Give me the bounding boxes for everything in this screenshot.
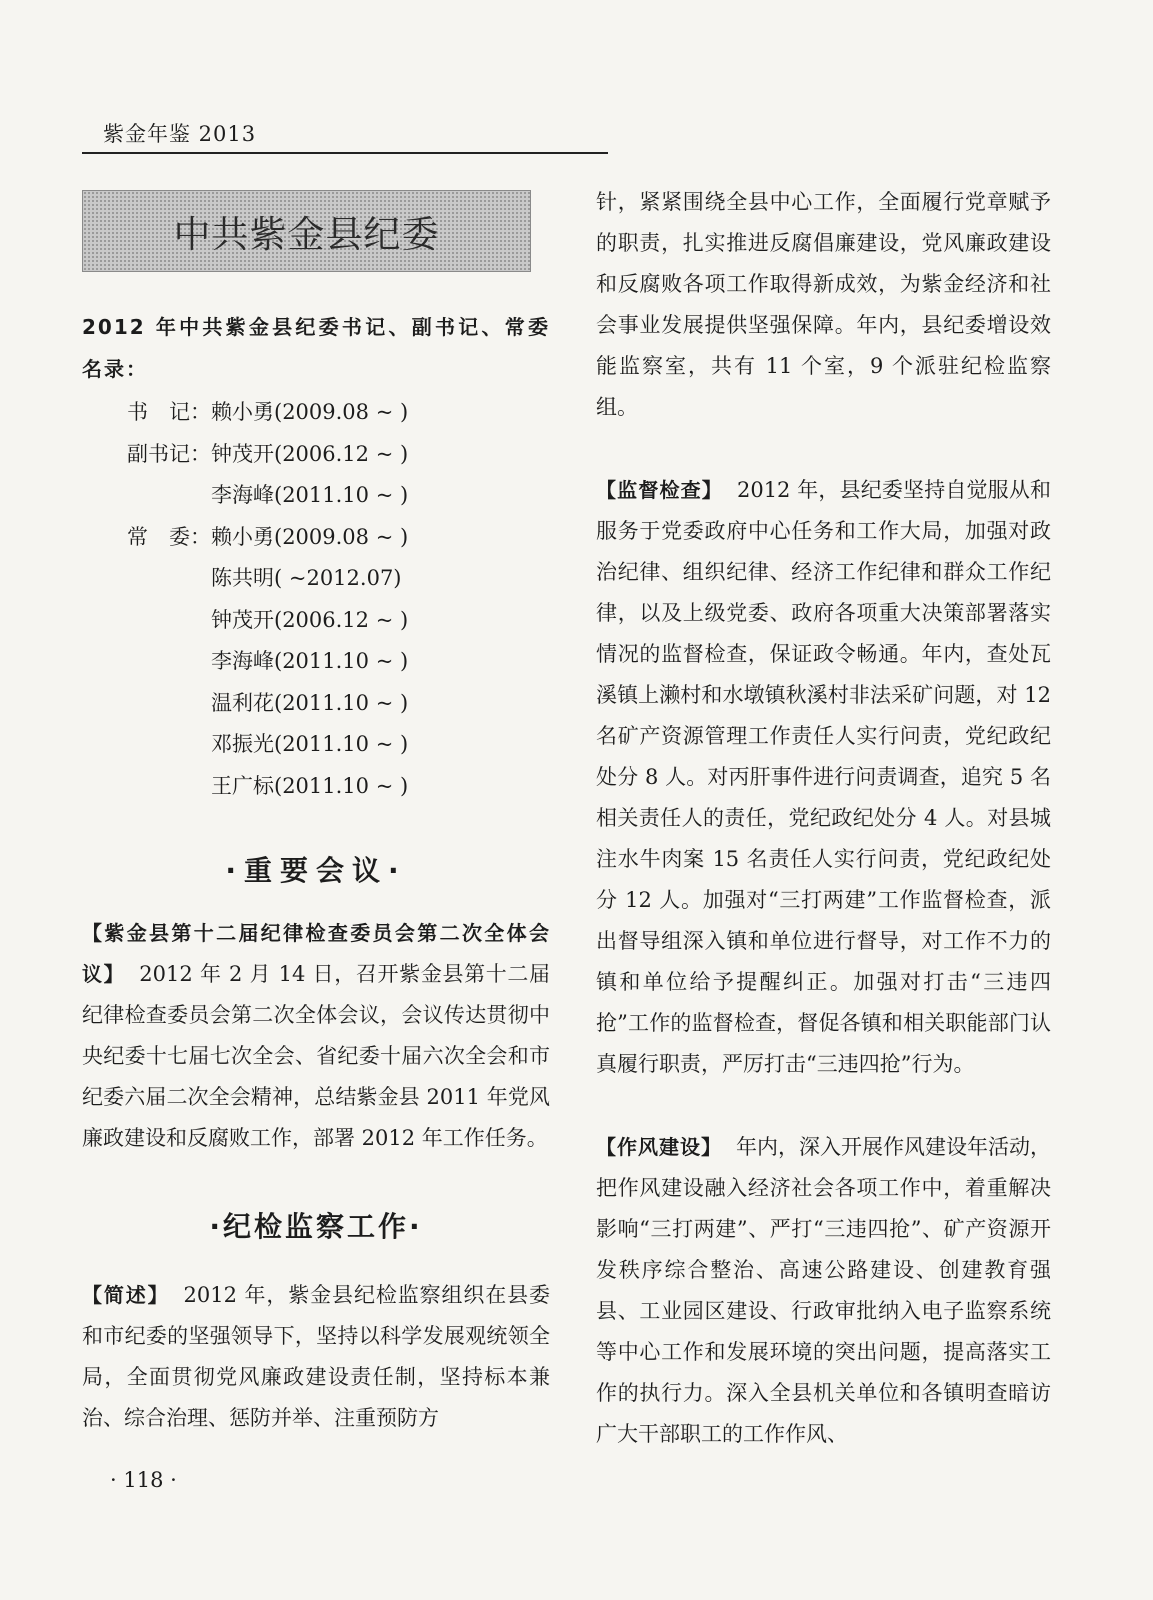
roster-name: 李海峰(2011.10 ~ )	[211, 483, 409, 507]
section-title: 中共紫金县纪委	[173, 213, 440, 256]
roster-row	[82, 558, 550, 600]
roster-name: 赖小勇(2009.08 ~ )	[211, 524, 409, 549]
meeting-text: 2012 年 2 月 14 日，召开紫金县第十二届纪律检查委员会第二次全体会议，会议传达贯彻中央纪委十七届七次全会、省纪委十届六次全会和市纪委六届二次全会精神，总结紫金县 2011 年党风廉政建设和反腐败工作，部署 2012 年工作任务。	[82, 962, 551, 1150]
supervision-tag: 【监督检查】	[596, 478, 723, 502]
running-header: 紫金年鉴 2013	[103, 122, 257, 146]
roster-list	[82, 392, 550, 807]
page-number: · 118 ·	[110, 1468, 177, 1492]
roster-name: 钟茂开(2006.12 ~ )	[211, 441, 409, 466]
overview-text-left: 2012 年，紫金县纪检监察组织在县委和市纪委的坚强领导下，坚持以科学发展观统领全局，全面贯彻党风廉政建设责任制，坚持标本兼治、综合治理、惩防并举、注重预防方	[82, 1283, 550, 1430]
meeting-tag: 【紫金县第十二届纪律检查委员会第二次全体会议】	[82, 921, 550, 986]
roster-heading: 2012 年中共紫金县纪委书记、副书记、常委名录：	[82, 315, 550, 381]
style-tag: 【作风建设】	[596, 1135, 722, 1159]
roster-row	[82, 683, 550, 725]
roster-row	[82, 434, 550, 476]
roster-row	[82, 641, 550, 683]
roster-name: 钟茂开(2006.12 ~ )	[211, 607, 409, 632]
roster-name: 李海峰(2011.10 ~ )	[211, 649, 409, 673]
roster-row	[82, 600, 550, 642]
roster-name: 温利花(2011.10 ~ )	[211, 690, 409, 715]
style-text: 年内，深入开展作风建设年活动，把作风建设融入经济社会各项工作中，着重解决影响“三打两建”、严打“三违四抢”、矿产资源开发秩序综合整治、高速公路建设、创建教育强县、工业园区建设、行政审批纳入电子监察系统等中心工作和发展环境的突出问题，提高落实工作的执行力。深入全县机关单位和各镇明查暗访广大干部职工的工作作风、	[596, 1135, 1051, 1446]
roster-row	[82, 475, 550, 517]
meetings-heading: ·重要会议·	[225, 854, 407, 887]
work-heading: ·纪检监察工作·	[209, 1210, 423, 1243]
header-rule	[82, 152, 608, 154]
roster-role: 常 委：	[127, 524, 211, 549]
roster-name: 邓振光(2011.10 ~ )	[211, 732, 409, 756]
section-title-box	[82, 190, 531, 272]
overview-tag: 【简述】	[82, 1283, 170, 1307]
roster-row	[82, 392, 550, 434]
roster-name: 陈共明( ~2012.07)	[211, 566, 402, 590]
roster-row	[82, 724, 550, 766]
roster-name: 赖小勇(2009.08 ~ )	[211, 400, 409, 424]
roster-row	[82, 517, 550, 559]
roster-role: 副书记：	[127, 441, 211, 466]
right-column	[596, 182, 1051, 1455]
meeting-paragraph	[82, 913, 550, 1159]
supervision-text: 2012 年，县纪委坚持自觉服从和服务于党委政府中心任务和工作大局，加强对政治纪律、组织纪律、经济工作纪律和群众工作纪律，以及上级党委、政府各项重大决策部署落实情况的监督检查，保证政令畅通。年内，查处瓦溪镇上濑村和水墩镇秋溪村非法采矿问题，对 12 名矿产资源管理工作责任人实行问责，党纪政纪处分 8 人。对丙肝事件进行问责调查，追究 5 名相关责任人的责任，党纪政纪处分 4 人。对县城注水牛肉案 15 名责任人实行问责，党纪政纪处分 12 人。加强对“三打两建”工作监督检查，派出督导组深入镇和单位进行督导，对工作不力的镇和单位给予提醒纠正。加强对打击“三违四抢”工作的监督检查，督促各镇和相关职能部门认真履行职责，严厉打击“三违四抢”行为。	[596, 478, 1052, 1076]
roster-role: 书 记：	[127, 400, 211, 424]
overview-paragraph	[82, 1275, 550, 1439]
roster-row	[82, 766, 550, 808]
overview-continued: 针，紧紧围绕全县中心工作，全面履行党章赋予的职责，扎实推进反腐倡廉建设，党风廉政建设和反腐败各项工作取得新成效，为紫金经济和社会事业发展提供坚强保障。年内，县纪委增设效能监察室，共有 11 个室，9 个派驻纪检监察组。	[596, 190, 1051, 419]
left-column	[82, 306, 550, 1439]
style-paragraph	[596, 1127, 1051, 1455]
roster-name: 王广标(2011.10 ~ )	[211, 773, 409, 798]
supervision-paragraph	[596, 470, 1051, 1085]
